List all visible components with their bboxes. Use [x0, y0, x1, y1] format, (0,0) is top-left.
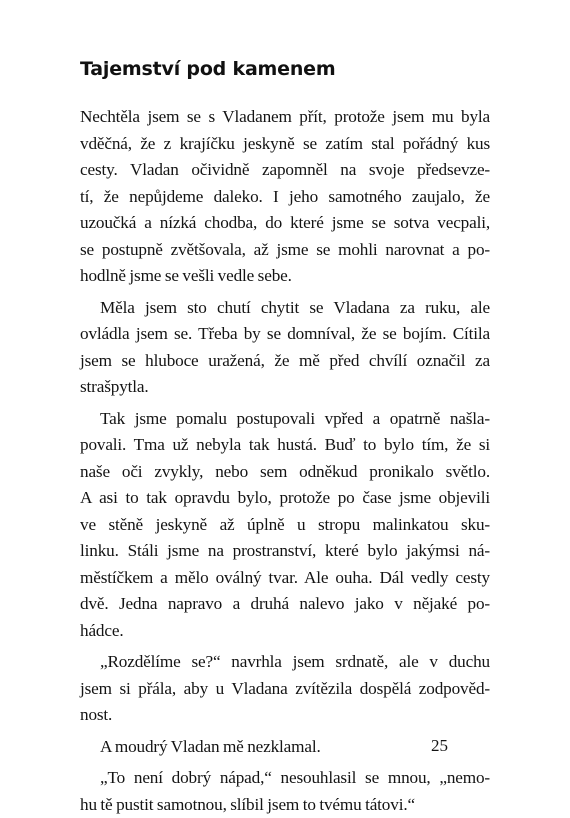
body-text	[80, 104, 490, 818]
page-number: 25	[431, 736, 448, 756]
text-line: ve stěně jeskyně až úplně u stropu malinkatou sku-	[80, 512, 490, 539]
paragraph	[80, 734, 490, 761]
text-line: dvě. Jedna napravo a druhá nalevo jako v nějaké po-	[80, 591, 490, 618]
text-line: jsem si přála, aby u Vladana zvítězila dospělá zodpověd-	[80, 676, 490, 703]
text-line: cesty. Vladan očividně zapomněl na svoje předsevze-	[80, 157, 490, 184]
text-line: tí, že nepůjdeme daleko. I jeho samotného zaujalo, že	[80, 184, 490, 211]
text-line: „To není dobrý nápad,“ nesouhlasil se mnou, „nemo-	[80, 765, 490, 792]
text-line: strašpytla.	[80, 374, 490, 401]
paragraph	[80, 295, 490, 401]
text-line: linku. Stáli jsme na prostranství, které bylo jakýmsi ná-	[80, 538, 490, 565]
text-line: Nechtěla jsem se s Vladanem přít, protože jsem mu byla	[80, 104, 490, 131]
paragraph	[80, 406, 490, 645]
text-line: vděčná, že z krajíčku jeskyně se zatím stal pořádný kus	[80, 131, 490, 158]
text-line: hu tě pustit samotnou, slíbil jsem to tvému tátovi.“	[80, 792, 490, 818]
text-line: ovládla jsem se. Třeba by se domníval, že se bojím. Cítila	[80, 321, 490, 348]
text-line: se postupně zvětšovala, až jsme se mohli narovnat a po-	[80, 237, 490, 264]
text-line: povali. Tma už nebyla tak hustá. Buď to bylo tím, že si	[80, 432, 490, 459]
text-line: Měla jsem sto chutí chytit se Vladana za ruku, ale	[80, 295, 490, 322]
text-line: A moudrý Vladan mě nezklamal.	[80, 734, 490, 761]
text-line: A asi to tak opravdu bylo, protože po čase jsme objevili	[80, 485, 490, 512]
text-line: městíčkem a mělo oválný tvar. Ale ouha. Dál vedly cesty	[80, 565, 490, 592]
text-line: jsem se hluboce uražená, že mě před chvílí označil za	[80, 348, 490, 375]
paragraph	[80, 104, 490, 290]
paragraph	[80, 649, 490, 729]
text-line: Tak jsme pomalu postupovali vpřed a opatrně našla-	[80, 406, 490, 433]
text-line: hádce.	[80, 618, 490, 645]
text-line: hodlně jsme se vešli vedle sebe.	[80, 263, 490, 290]
text-line: uzoučká a nízká chodba, do které jsme se sotva vecpali,	[80, 210, 490, 237]
text-line: naše oči zvykly, nebo sem odněkud pronikalo světlo.	[80, 459, 490, 486]
text-line: nost.	[80, 702, 490, 729]
paragraph	[80, 765, 490, 818]
chapter-title: Tajemství pod kamenem	[80, 58, 335, 80]
text-line: „Rozdělíme se?“ navrhla jsem srdnatě, ale v duchu	[80, 649, 490, 676]
